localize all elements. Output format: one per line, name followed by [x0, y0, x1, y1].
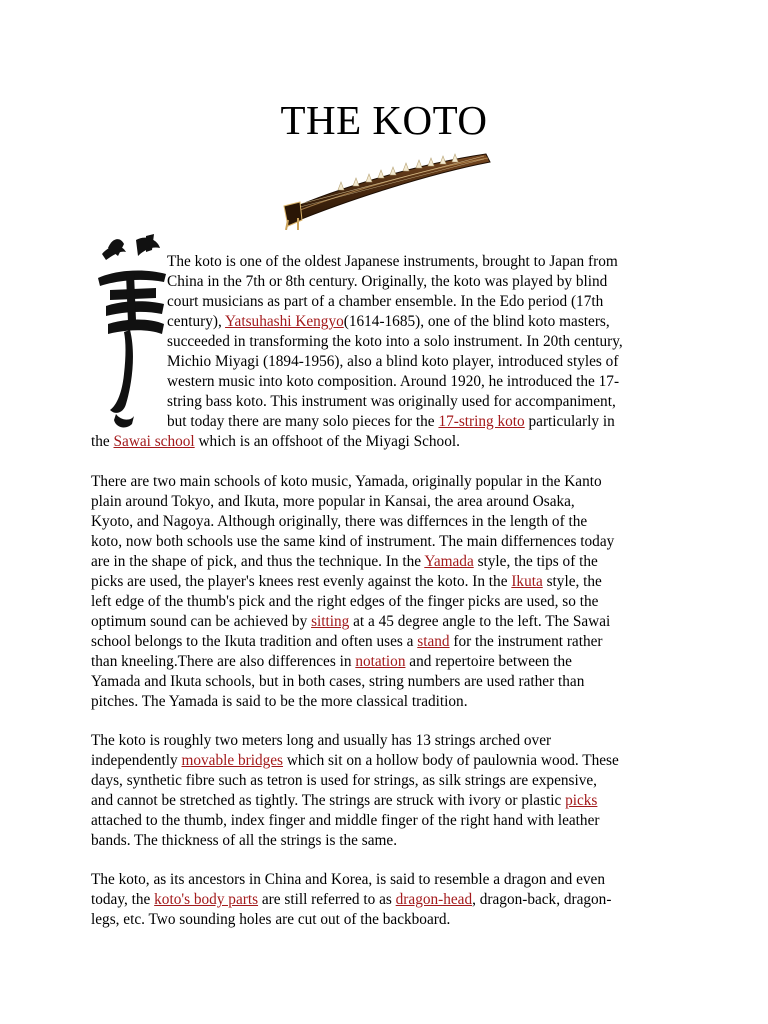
text-line	[91, 751, 671, 771]
link-stand[interactable]: stand	[417, 633, 450, 650]
text-fragment: for the instrument rather	[449, 633, 603, 650]
link-yatsuhashi-kengyo[interactable]: Yatsuhashi Kengyo	[225, 313, 344, 330]
text-fragment: and cannot be stretched as tightly. The strings are struck with ivory or plastic	[91, 792, 566, 809]
text-line: court musicians as part of a chamber ensemble. In the Edo period (17th	[167, 293, 604, 310]
link-ikuta[interactable]: Ikuta	[511, 573, 543, 590]
text-fragment: independently	[91, 752, 182, 769]
text-line: The koto is roughly two meters long and usually has 13 strings arched over	[91, 732, 552, 749]
link-sitting[interactable]: sitting	[311, 613, 350, 630]
text-fragment: century),	[167, 313, 226, 330]
text-fragment: particularly in	[524, 413, 615, 430]
text-line: Kyoto, and Nagoya. Although originally, there was differnces in the length of the	[91, 513, 588, 530]
text-line: The koto is one of the oldest Japanese instruments, brought to Japan from	[167, 253, 618, 270]
text-fragment: style, the tips of the	[473, 553, 598, 570]
text-line	[91, 432, 671, 452]
text-line: plain around Tokyo, and Ikuta, more popular in Kansai, the area around Osaka,	[91, 493, 575, 510]
text-line: koto, now both schools use the same kind of instrument. The main differnences today	[91, 533, 615, 550]
text-line	[91, 612, 671, 632]
text-fragment: optimum sound can be achieved by	[91, 613, 312, 630]
text-line	[91, 791, 671, 811]
link-kotos-body-parts[interactable]: koto's body parts	[154, 891, 259, 908]
text-line	[91, 632, 671, 652]
text-fragment: (1614-1685), one of the blind koto masters,	[343, 313, 610, 330]
text-line	[91, 312, 671, 332]
text-line	[91, 652, 671, 672]
text-line: China in the 7th or 8th century. Originally, the koto was played by blind	[167, 273, 608, 290]
text-line	[91, 890, 671, 910]
text-line: attached to the thumb, index finger and middle finger of the right hand with leather	[91, 812, 600, 829]
text-line: There are two main schools of koto music, Yamada, originally popular in the Kanto	[91, 473, 602, 490]
text-fragment: the	[91, 433, 114, 450]
text-fragment: style, the	[542, 573, 602, 590]
paragraph-history	[91, 252, 671, 452]
text-line: Michio Miyagi (1894-1956), also a blind koto player, introduced styles of	[167, 353, 619, 370]
text-line: pitches. The Yamada is said to be the more classical tradition.	[91, 693, 468, 710]
text-fragment: which is an offshoot of the Miyagi School.	[194, 433, 460, 450]
text-line: left edge of the thumb's pick and the right edges of the finger picks are used, so the	[91, 593, 599, 610]
text-fragment: today, the	[91, 891, 155, 908]
link-dragon-head[interactable]: dragon-head	[395, 891, 473, 908]
link-movable-bridges[interactable]: movable bridges	[181, 752, 284, 769]
link-sawai-school[interactable]: Sawai school	[113, 433, 195, 450]
text-line	[91, 412, 671, 432]
text-fragment: school belongs to the Ikuta tradition and often uses a	[91, 633, 418, 650]
paragraph-construction	[91, 731, 671, 851]
link-picks[interactable]: picks	[565, 792, 598, 809]
text-fragment: are in the shape of pick, and thus the technique. In the	[91, 553, 425, 570]
text-fragment: than kneeling.There are also differences in	[91, 653, 356, 670]
text-fragment: but today there are many solo pieces for the	[167, 413, 439, 430]
page-title: THE KOTO	[280, 97, 488, 143]
link-17-string-koto[interactable]: 17-string koto	[438, 413, 525, 430]
link-yamada[interactable]: Yamada	[424, 553, 474, 570]
text-fragment: picks are used, the player's knees rest evenly against the koto. In the	[91, 573, 512, 590]
text-line: The koto, as its ancestors in China and Korea, is said to resemble a dragon and even	[91, 871, 605, 888]
text-line: bands. The thickness of all the strings is the same.	[91, 832, 398, 849]
text-line: days, synthetic fibre such as tetron is used for strings, as silk strings are expensive,	[91, 772, 597, 789]
text-line	[91, 552, 671, 572]
text-fragment: are still referred to as	[258, 891, 396, 908]
text-line: legs, etc. Two sounding holes are cut out of the backboard.	[91, 911, 451, 928]
link-notation[interactable]: notation	[355, 653, 406, 670]
text-line: western music into koto composition. Around 1920, he introduced the 17-	[167, 373, 620, 390]
text-fragment: at a 45 degree angle to the left. The Sawai	[349, 613, 611, 630]
text-fragment: which sit on a hollow body of paulownia wood. These	[283, 752, 619, 769]
paragraph-dragon	[91, 870, 671, 930]
text-line: string bass koto. This instrument was originally used for accompaniment,	[167, 393, 616, 410]
koto-instrument-illustration	[278, 144, 492, 230]
text-fragment: , dragon-back, dragon-	[472, 891, 612, 908]
text-line: Yamada and Ikuta schools, but in both cases, string numbers are used rather than	[91, 673, 585, 690]
text-line	[91, 572, 671, 592]
text-line: succeeded in transforming the koto into a solo instrument. In 20th century,	[167, 333, 623, 350]
paragraph-schools	[91, 472, 671, 712]
text-fragment: and repertoire between the	[405, 653, 572, 670]
